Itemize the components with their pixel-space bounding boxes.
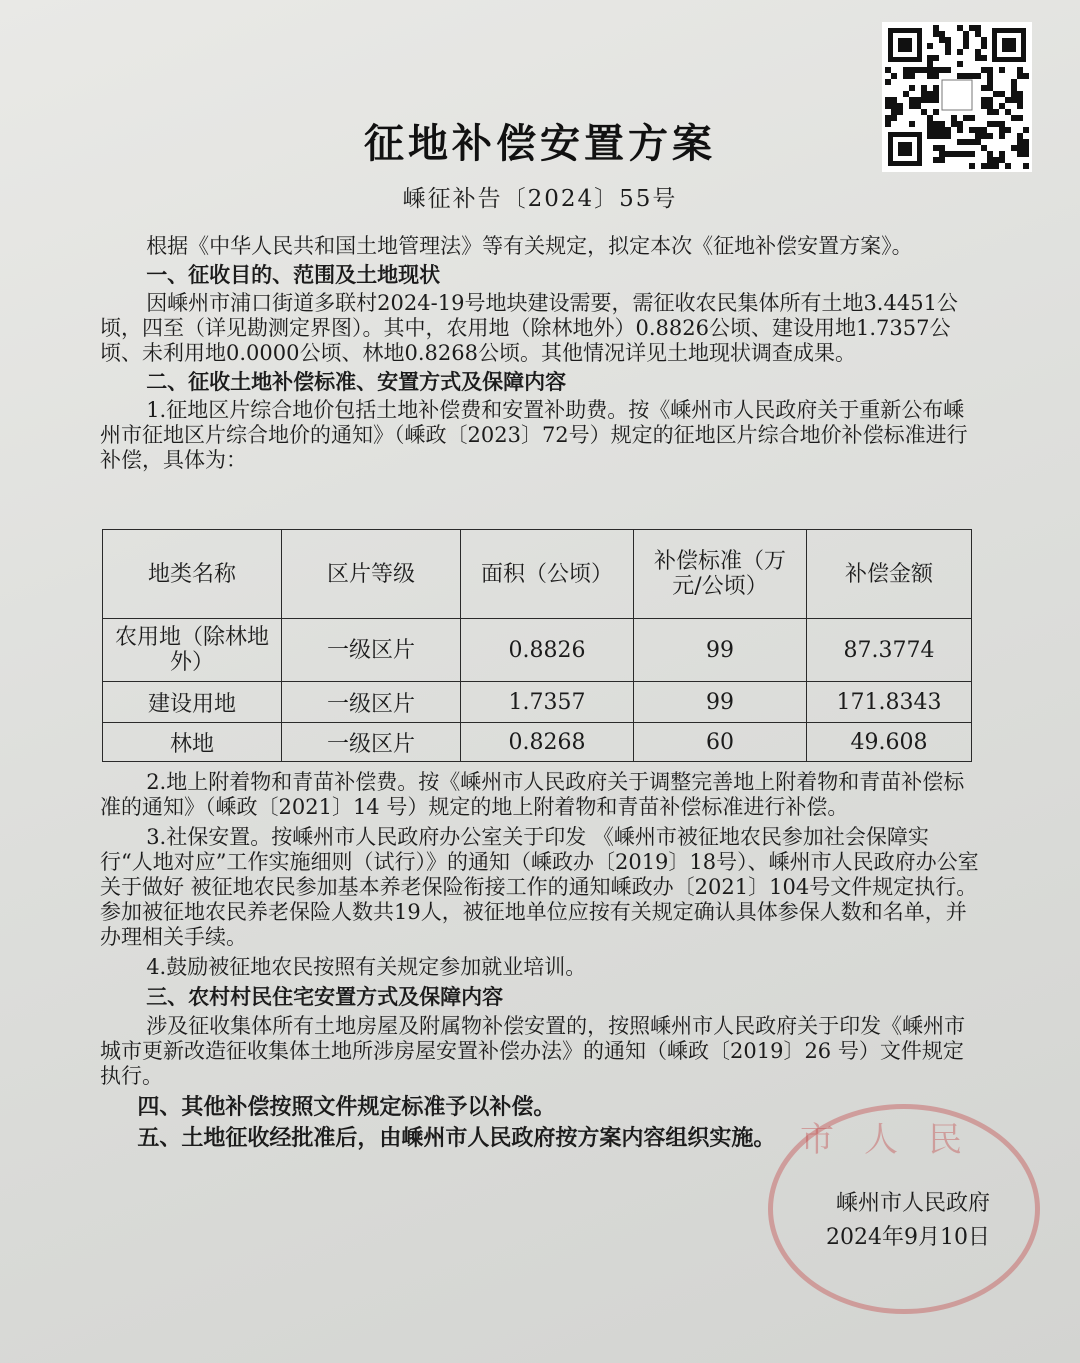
official-seal-text: 市人民 bbox=[800, 1120, 992, 1160]
section2-item3: 3.社保安置。按嵊州市人民政府办公室关于印发 《嵊州市被征地农民参加社会保障实行“人地对应”工作实施细则（试行）》的通知（嵊政办〔2019〕18号）、嵊州市人民政府办公室关于做好 被征地农民参加基本养老保险衔接工作的通知嵊政办〔2021〕104号文件规定执行。参加被征地农民养老保险人数共19人，被征地单位应按有关规定确认具体参保人数和名单，并办理相关手续。 bbox=[100, 825, 979, 949]
table-cell: 1.7357 bbox=[461, 682, 634, 723]
section2-item1: 1.征地区片综合地价包括土地补偿费和安置补助费。按《嵊州市人民政府关于重新公布嵊州市征地区片综合地价的通知》（嵊政〔2023〕72号）规定的征地区片综合地价补偿标准进行补偿，具体为： bbox=[100, 398, 968, 472]
table-cell: 99 bbox=[634, 682, 807, 723]
section2-item4: 4.鼓励被征地农民按照有关规定参加就业培训。 bbox=[146, 955, 587, 979]
table-cell: 林地 bbox=[103, 723, 282, 762]
table-cell: 一级区片 bbox=[282, 723, 461, 762]
table-cell: 建设用地 bbox=[103, 682, 282, 723]
table-header: 补偿标准（万元/公顷） bbox=[634, 530, 807, 619]
table-row bbox=[103, 723, 972, 762]
compensation-table bbox=[102, 529, 972, 762]
section3-body: 涉及征收集体所有土地房屋及附属物补偿安置的，按照嵊州市人民政府关于印发《嵊州市城市更新改造征收集体土地所涉房屋安置补偿办法》的通知（嵊政〔2019〕26 号）文件规定执行。 bbox=[100, 1014, 966, 1088]
issue-date: 2024年9月10日 bbox=[826, 1225, 990, 1250]
issuer-name: 嵊州市人民政府 bbox=[835, 1191, 990, 1216]
table-cell: 99 bbox=[634, 619, 807, 682]
table-row bbox=[103, 682, 972, 723]
section4-heading: 四、其他补偿按照文件规定标准予以补偿。 bbox=[137, 1095, 556, 1120]
section1-body: 因嵊州市浦口街道多联村2024-19号地块建设需要，需征收农民集体所有土地3.4451公顷，四至（详见勘测定界图）。其中，农用地（除林地外）0.8826公顷、建设用地1.7357公顷、未利用地0.0000公顷、林地0.8268公顷。其他情况详见土地现状调查成果。 bbox=[100, 291, 958, 365]
table-row bbox=[103, 619, 972, 682]
table-header: 面积（公顷） bbox=[461, 530, 634, 619]
table-cell: 49.608 bbox=[807, 723, 972, 762]
table-cell: 一级区片 bbox=[282, 682, 461, 723]
section3-heading: 三、农村村民住宅安置方式及保障内容 bbox=[146, 985, 504, 1009]
table-cell: 0.8826 bbox=[461, 619, 634, 682]
table-cell: 农用地（除林地外） bbox=[103, 619, 282, 682]
table-cell: 一级区片 bbox=[282, 619, 461, 682]
table-header-row bbox=[103, 530, 972, 619]
intro-paragraph: 根据《中华人民共和国土地管理法》等有关规定，拟定本次《征地补偿安置方案》。 bbox=[146, 234, 913, 258]
table-cell: 0.8268 bbox=[461, 723, 634, 762]
page-title: 征地补偿安置方案 bbox=[364, 121, 716, 167]
table-cell: 87.3774 bbox=[807, 619, 972, 682]
table-cell: 171.8343 bbox=[807, 682, 972, 723]
section1-heading: 一、征收目的、范围及土地现状 bbox=[146, 263, 441, 287]
section2-item2: 2.地上附着物和青苗补偿费。按《嵊州市人民政府关于调整完善地上附着物和青苗补偿标准的通知》（嵊政〔2021〕14 号）规定的地上附着物和青苗补偿标准进行补偿。 bbox=[100, 770, 965, 819]
section5-heading: 五、土地征收经批准后，由嵊州市人民政府按方案内容组织实施。 bbox=[137, 1126, 776, 1151]
table-header: 补偿金额 bbox=[807, 530, 972, 619]
table-cell: 60 bbox=[634, 723, 807, 762]
document-number: 嵊征补告〔2024〕55号 bbox=[402, 186, 678, 212]
body-bottom bbox=[100, 770, 980, 1151]
body-top bbox=[100, 234, 980, 473]
section2-heading: 二、征收土地补偿标准、安置方式及保障内容 bbox=[146, 370, 567, 394]
table-header: 地类名称 bbox=[103, 530, 282, 619]
table-header: 区片等级 bbox=[282, 530, 461, 619]
